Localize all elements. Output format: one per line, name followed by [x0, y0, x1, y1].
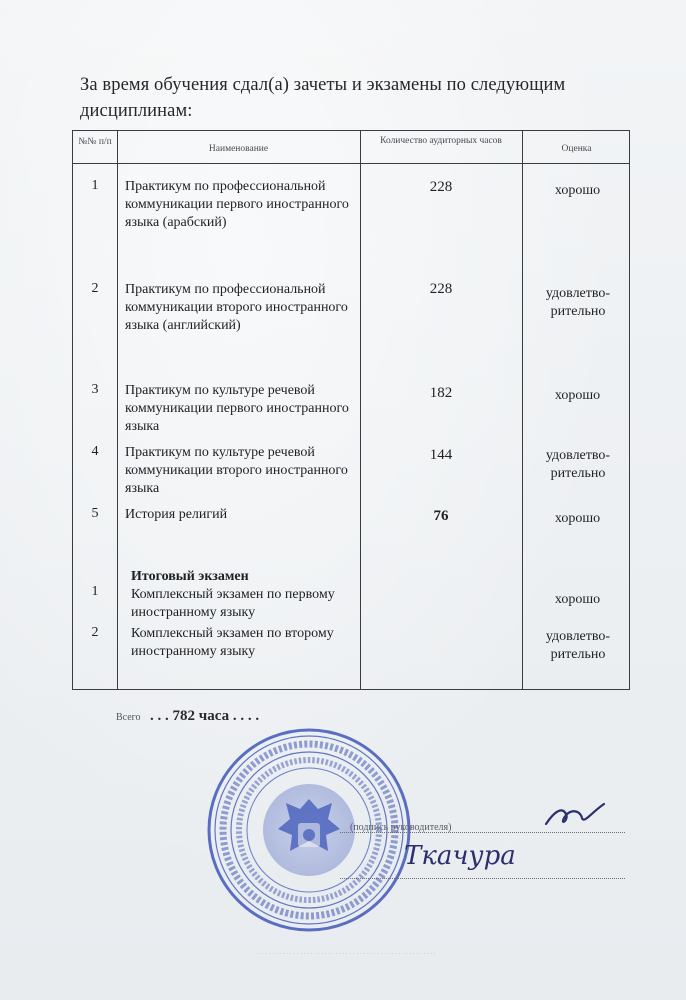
header-grade: Оценка	[561, 144, 592, 154]
row-2-num: 2	[91, 281, 99, 296]
row-2-name: Практикум по профессиональной коммуникации второго иностранного языка (английский)	[125, 282, 348, 333]
row-5-num: 5	[91, 506, 99, 521]
printer-line: · · · · · · · · · · · · · · · · · · · · · · · · · · · · · · · · · · · · · · · · · · · · · · · · · · ·	[258, 952, 436, 957]
row-4-name: Практикум по культуре речевой коммуникации второго иностранного языка	[125, 445, 348, 496]
row-4-num: 4	[91, 444, 99, 459]
row-3-hours: 182	[429, 385, 453, 401]
row-1-hours: 228	[429, 179, 453, 195]
final-row-2-num: 2	[91, 625, 99, 640]
row-5-grade: хорошо	[554, 511, 601, 526]
row-1-num: 1	[91, 178, 99, 193]
intro-text: За время обучения сдал(а) зачеты и экзамены по следующим дисциплинам:	[80, 75, 566, 121]
final-row-1-grade: хорошо	[554, 592, 601, 607]
table-divider	[117, 131, 118, 689]
final-row-1-name: Комплексный экзамен по первому иностранному языку	[131, 587, 335, 620]
header-name: Наименование	[208, 144, 269, 154]
printer-footer	[132, 952, 562, 957]
header-hours: Количество аудиторных часов	[380, 136, 502, 146]
final-row-2-grade: удовлетво-рительно	[545, 629, 611, 662]
row-3-grade: хорошо	[554, 388, 601, 403]
grades-table	[72, 130, 630, 690]
signature-line-2	[340, 878, 625, 879]
row-4-grade: удовлетво-рительно	[545, 448, 611, 481]
row-2-grade: удовлетво-рительно	[545, 286, 611, 319]
header-num: №№ п/п	[78, 137, 112, 147]
final-row-2-name: Комплексный экзамен по второму иностранному языку	[131, 626, 334, 659]
signature-scribble	[540, 794, 610, 834]
row-5-name: История религий	[125, 507, 228, 522]
row-2-hours: 228	[429, 281, 453, 297]
table-divider	[522, 131, 523, 689]
row-3-num: 3	[91, 382, 99, 397]
signature-name-text: Ткачура	[404, 841, 516, 871]
total-value: . . . 782 часа . . . .	[150, 708, 260, 724]
row-1-grade: хорошо	[554, 183, 601, 198]
row-5-hours: 76	[433, 508, 449, 524]
row-1-name: Практикум по профессиональной коммуникации первого иностранного языка (арабский)	[125, 179, 349, 230]
row-3-name: Практикум по культуре речевой коммуникации первого иностранного языка	[125, 383, 349, 434]
row-4-hours: 144	[429, 447, 453, 463]
final-row-1-num: 1	[91, 584, 99, 599]
table-divider	[73, 163, 629, 164]
signature-name	[400, 834, 560, 878]
signature-caption: (подпись руководителя)	[350, 822, 452, 833]
final-exam-title: Итоговый экзамен	[131, 569, 249, 584]
total-hours	[116, 708, 259, 725]
total-label: Всего	[116, 712, 141, 723]
